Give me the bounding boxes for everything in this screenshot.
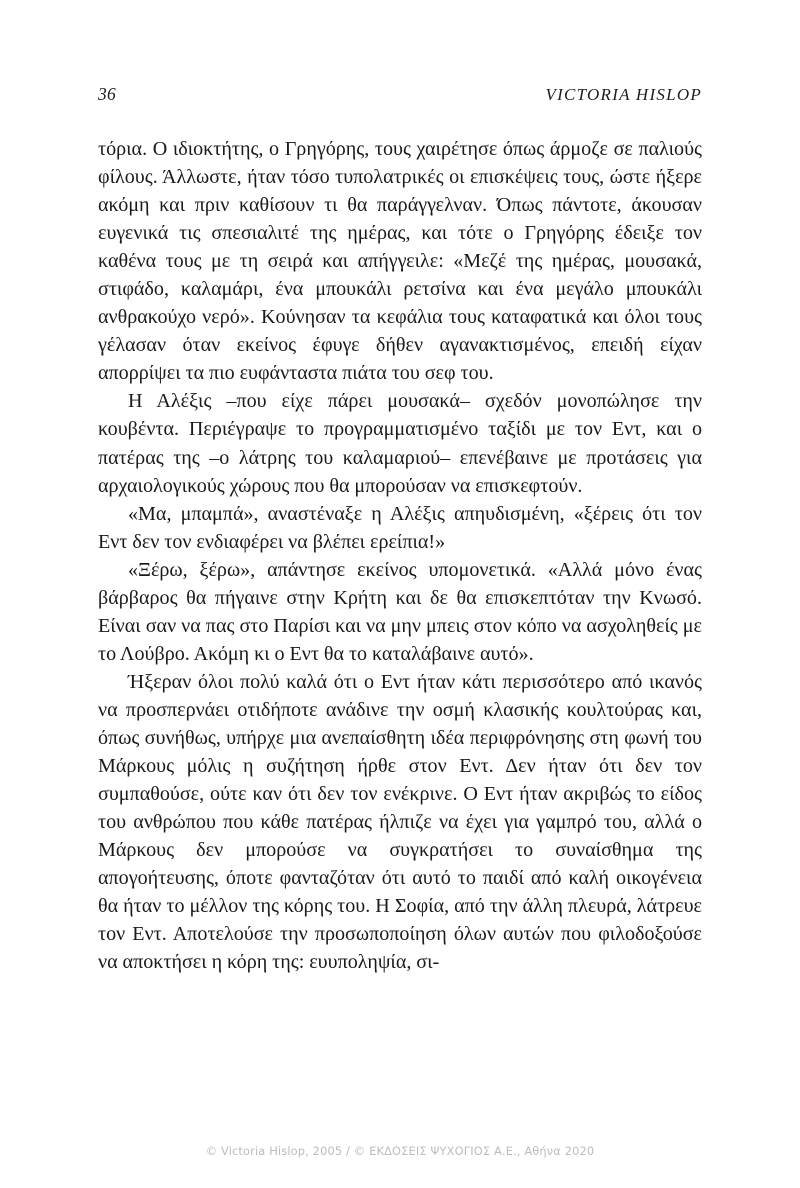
page-number: 36 (98, 84, 116, 104)
copyright-notice: © Victoria Hislop, 2005 / © ΕΚΔΟΣΕΙΣ ΨΥΧΟΓΙΟΣ Α.Ε., Αθήνα 2020 (205, 1144, 595, 1158)
paragraph: Ήξεραν όλοι πολύ καλά ότι ο Εντ ήταν κάτι περισσότερο από ικανός να προσπερνάει οτιδήποτε ανάδινε την οσμή κλασικής κουλτούρας και, όπως συνήθως, υπήρχε μια ανεπαίσθητη ιδέα περιφρόνησης στη φωνή του Μάρκους μόλις η συζήτηση ήρθε στον Εντ. Δεν ήταν ότι δεν τον συμπαθούσε, ούτε καν ότι δεν τον ενέκρινε. Ο Εντ ήταν ακριβώς το είδος του ανθρώπου που κάθε πατέρας ήλπιζε να έχει για γαμπρό του, αλλά ο Μάρκους δεν μπορούσε να συγκρατήσει το συναίσθημα της απογοήτευσης, όποτε φανταζόταν ότι αυτό το παιδί από καλή οικογένεια θα ήταν το μέλλον της κόρης του. Η Σοφία, από την άλλη πλευρά, λάτρευε τον Εντ. Αποτελούσε την προσωποποίηση όλων αυτών που φιλοδοξούσε να αποκτήσει η κόρη της: ευυποληψία, σι- (98, 670, 702, 974)
page-footer (0, 1142, 800, 1160)
running-head (98, 84, 702, 108)
body-text-block (98, 135, 702, 976)
paragraph: «Ξέρω, ξέρω», απάντησε εκείνος υπομονετικά. «Αλλά μόνο ένας βάρβαρος θα πήγαινε στην Κρήτη και δε θα επισκεπτόταν την Κνωσό. Είναι σαν να πας στο Παρίσι και να μην μπεις στον κόπο να ασχοληθείς με το Λούβρο. Ακόμη κι ο Εντ θα το καταλάβαινε αυτό». (98, 558, 702, 665)
running-head-author: VICTORIA HISLOP (545, 85, 702, 104)
paragraph: τόρια. Ο ιδιοκτήτης, ο Γρηγόρης, τους χαιρέτησε όπως άρμοζε σε παλιούς φίλους. Άλλωστε, ήταν τόσο τυπολατρικές οι επισκέψεις τους, ώστε ήξερε ακόμη και πριν καθίσουν τι θα παράγγελναν. Όπως πάντοτε, άκουσαν ευγενικά τις σπεσιαλιτέ της ημέρας, και τότε ο Γρηγόρης έδειξε τον καθένα τους με τη σειρά και απήγγειλε: «Μεζέ της ημέρας, μουσακά, στιφάδο, καλαμάρι, ένα μπουκάλι ρετσίνα και ένα μεγάλο μπουκάλι ανθρακούχο νερό». Κούνησαν τα κεφάλια τους καταφατικά και όλοι τους γέλασαν όταν εκείνος έφυγε δήθεν αγανακτισμένος, επειδή είχαν απορρίψει τα πιο ευφάνταστα πιάτα του σεφ του. (98, 138, 702, 385)
paragraph: Η Αλέξις –που είχε πάρει μουσακά– σχεδόν μονοπώλησε την κουβέντα. Περιέγραψε το προγραμματισμένο ταξίδι με τον Εντ, και ο πατέρας της –ο λάτρης του καλαμαριού– επενέβαινε με προτάσεις για αρχαιολογικούς χώρους που θα μπορούσαν να επισκεφτούν. (98, 390, 702, 497)
paragraph: «Μα, μπαμπά», αναστέναξε η Αλέξις απηυδισμένη, «ξέρεις ότι τον Εντ δεν τον ενδιαφέρει να βλέπει ερείπια!» (98, 502, 702, 553)
